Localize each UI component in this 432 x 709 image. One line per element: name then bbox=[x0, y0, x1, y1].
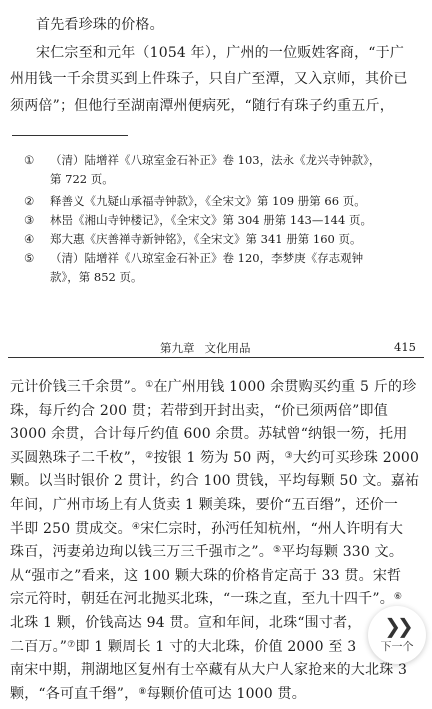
body-line bbox=[10, 685, 424, 703]
body-text: 年间，广州市场上有人货卖 1 颗美珠，要价“五百缗”，还价一 bbox=[10, 497, 399, 513]
body-line bbox=[10, 402, 424, 420]
footnote-item bbox=[24, 152, 418, 168]
chapter-number: 第九章 bbox=[160, 341, 195, 355]
footnote-marker: ⑤ bbox=[24, 251, 35, 265]
footnote-reference[interactable]: ⑧ bbox=[138, 687, 147, 697]
body-line: 须两倍”；但他行至湖南潭州便病死，“随行有珠子约重五斤， bbox=[10, 98, 394, 114]
body-text: 宋仁宗时，孙沔任知杭州，“州人许明有大 bbox=[140, 521, 404, 537]
body-line: 宋仁宗至和元年（1054 年），广州的一位贩姓客商，“于广 bbox=[36, 45, 405, 61]
footnote-item bbox=[24, 193, 418, 209]
running-header bbox=[160, 340, 251, 356]
body-line bbox=[10, 638, 424, 656]
footnote-reference[interactable]: ⑤ bbox=[272, 545, 282, 555]
body-line bbox=[10, 378, 424, 396]
body-line: 州用钱一千余贯买到上件珠子，只自广至潭，又入京师，其价已 bbox=[10, 71, 408, 87]
footnote-text: 款》，第 852 页。 bbox=[50, 270, 143, 284]
body-text: 大约可买珍珠 2000 bbox=[292, 450, 420, 466]
footnote-item bbox=[50, 269, 418, 285]
body-line bbox=[10, 496, 424, 514]
footnote-item bbox=[24, 212, 418, 228]
body-text: 颗。以当时银价 2 贯计，约合 100 贯钱，平均每颗 50 文。嘉祐 bbox=[10, 473, 420, 489]
footnote-item bbox=[50, 171, 418, 187]
body-text: 二百万。” bbox=[10, 639, 68, 655]
next-page-button[interactable] bbox=[368, 606, 426, 664]
footnote-reference[interactable]: ⑥ bbox=[393, 592, 403, 602]
body-text: 每颗价值可达 1000 贯。 bbox=[146, 686, 306, 702]
footnote-reference[interactable]: ③ bbox=[284, 451, 293, 461]
body-text: 按银 1 笏为 50 两， bbox=[153, 450, 285, 466]
footnote-text: （清）陆增祥《八琼室金石补正》卷 120，李梦庚《存志观钟 bbox=[50, 251, 364, 265]
body-text: 从“强市之”看来，这 100 颗大珠的价格肯定高于 33 贯。宋哲 bbox=[10, 568, 402, 584]
footnote-reference[interactable]: ④ bbox=[131, 522, 141, 532]
footnote-reference[interactable]: ② bbox=[145, 451, 154, 461]
page-number: 415 bbox=[394, 340, 416, 354]
footnote-text: 林岊《湘山寺钟楼记》，《全宋文》第 304 册第 143—144 页。 bbox=[50, 213, 372, 227]
body-line bbox=[10, 449, 424, 467]
body-line: 首先看珍珠的价格。 bbox=[36, 17, 164, 33]
body-text: 在广州用钱 1000 余贯购买约重 5 斤的珍 bbox=[153, 379, 417, 395]
body-text: 颗，“各可直千缗”， bbox=[10, 686, 139, 702]
body-line bbox=[10, 472, 424, 490]
body-line bbox=[10, 425, 424, 443]
body-text: 珠，每斤约合 200 贯；若带到开封出卖，“价已须两倍”即值 bbox=[10, 403, 388, 419]
footnote-marker: ③ bbox=[24, 213, 35, 227]
body-text: 买圆熟珠子二千枚”， bbox=[10, 450, 146, 466]
body-line bbox=[10, 543, 424, 561]
footnote-marker: ④ bbox=[24, 232, 35, 246]
body-line bbox=[10, 520, 424, 538]
footnote-divider bbox=[12, 135, 128, 136]
header-rule bbox=[8, 357, 424, 358]
body-text: 北珠 1 颗，价钱高达 94 贯。宣和年间，北珠“围寸者， bbox=[10, 615, 362, 631]
body-text: 3000 余贯，合计每斤约值 600 余贯。苏轼曾“纳银一笏，托用 bbox=[10, 426, 408, 442]
double-chevron-right-icon: ❯❯ bbox=[384, 613, 410, 638]
footnote-marker: ① bbox=[24, 153, 35, 167]
body-line bbox=[10, 661, 424, 679]
footnote-item bbox=[24, 231, 418, 247]
body-text: 南宋中期，荆湖地区复州有士卒藏有从大户人家抢来的大北珠 3 bbox=[10, 662, 408, 678]
body-text: 半即 250 贯成交。 bbox=[10, 521, 132, 537]
next-button-label: 下一个 bbox=[380, 639, 414, 653]
footnote-reference[interactable]: ① bbox=[145, 380, 154, 390]
body-text: 宗元符时，朝廷在河北抛买北珠，“一珠之直，至九十四千”。 bbox=[10, 591, 394, 607]
footnote-reference[interactable]: ⑦ bbox=[67, 640, 76, 650]
body-line bbox=[10, 614, 424, 632]
footnote-text: 郑大惠《庆善禅寺新钟铭》，《全宋文》第 341 册第 160 页。 bbox=[50, 232, 362, 246]
body-text: 元计价钱三千余贯”。 bbox=[10, 379, 146, 395]
footnote-marker: ② bbox=[24, 194, 35, 208]
body-line bbox=[10, 590, 424, 608]
body-line bbox=[10, 567, 424, 585]
chapter-title: 文化用品 bbox=[204, 341, 251, 355]
footnote-text: 释善义《九疑山承福寺钟款》，《全宋文》第 109 册第 66 页。 bbox=[50, 194, 366, 208]
body-text: 珠百，沔妻弟边珣以钱三万三千强市之”。 bbox=[10, 544, 273, 560]
footnote-item bbox=[24, 250, 418, 266]
footnote-text: （清）陆增祥《八琼室金石补正》卷 103，法永《龙兴寺钟款》， bbox=[50, 153, 381, 167]
body-text: 即 1 颗周长 1 寸的大北珠，价值 2000 至 3 bbox=[75, 639, 357, 655]
footnote-text: 第 722 页。 bbox=[50, 172, 114, 186]
body-text: 平均每颗 330 文。 bbox=[281, 544, 404, 560]
